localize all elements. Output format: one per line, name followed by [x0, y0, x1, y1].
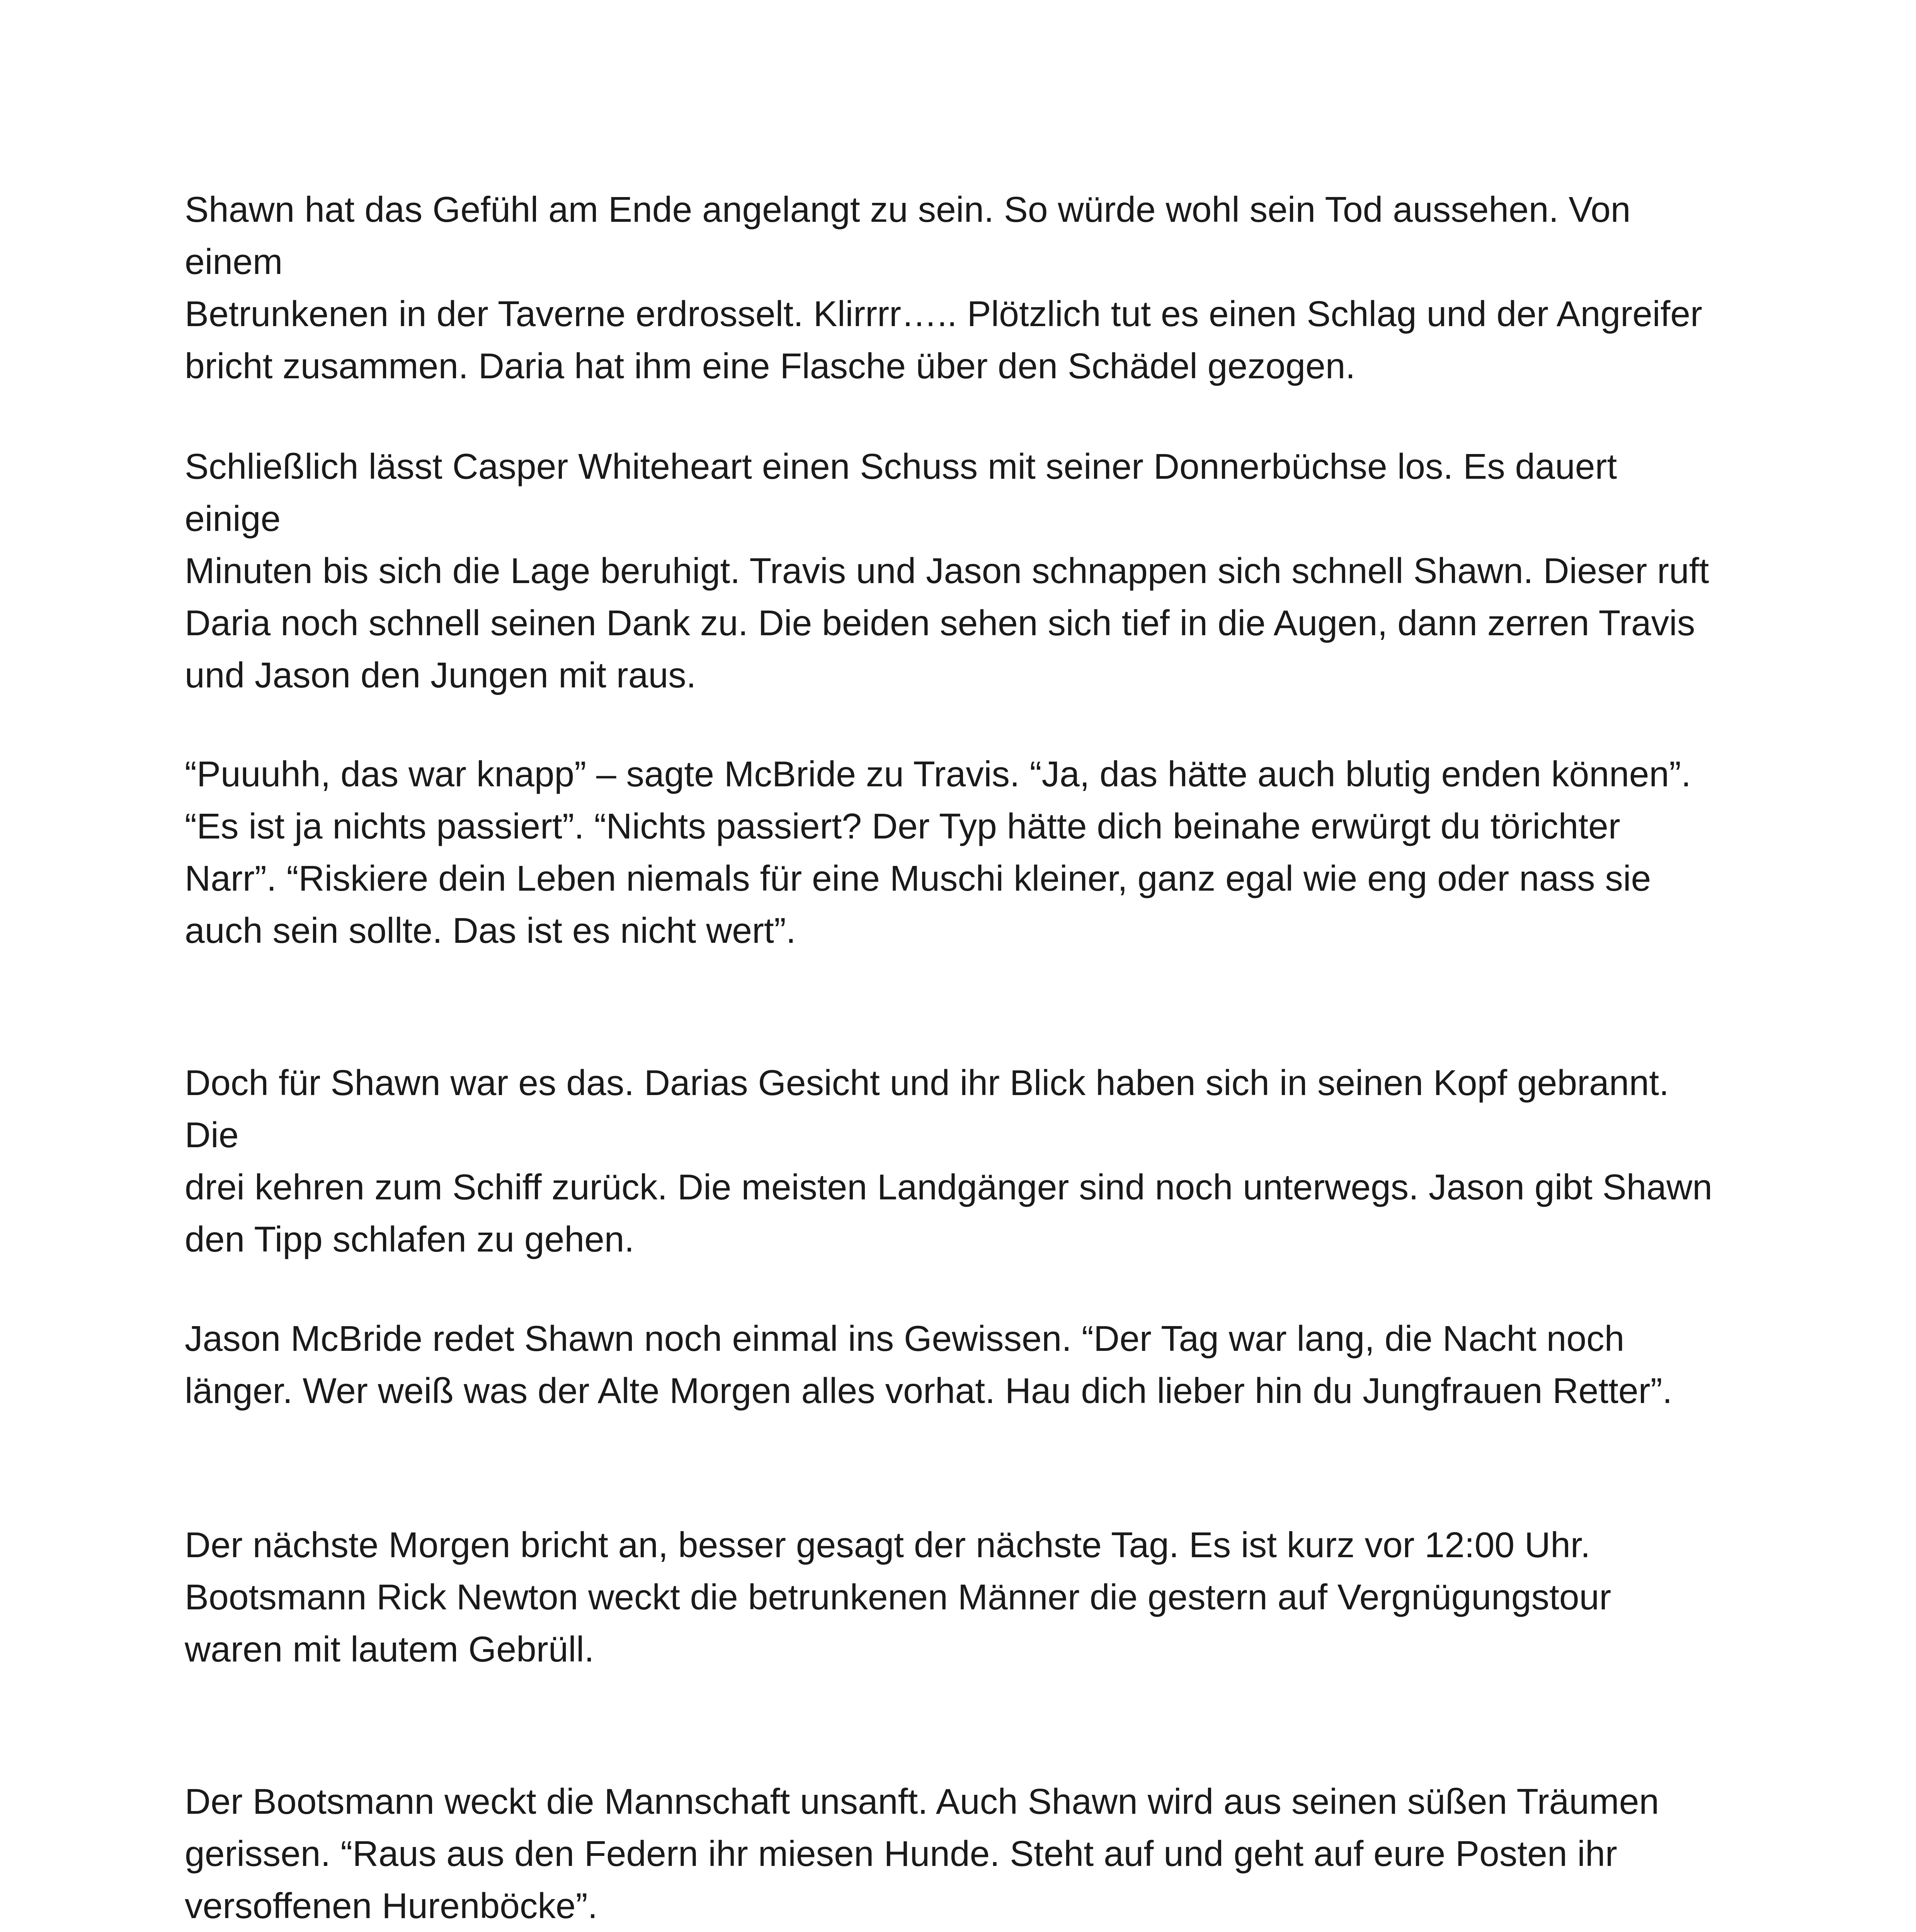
paragraph-5: Jason McBride redet Shawn noch einmal ins Gewissen. “Der Tag war lang, die Nacht noch länger. Wer weiß was der Alte Morgen alles vorhat. Hau dich lieber hin du Jungfrauen Retter”.	[185, 1318, 1673, 1411]
paragraph-6: Der nächste Morgen bricht an, besser gesagt der nächste Tag. Es ist kurz vor 12:00 Uhr. Bootsmann Rick Newton weckt die betrunkenen Männer die gestern auf Vergnügungstour waren mit lautem Gebrüll.	[185, 1525, 1611, 1669]
paragraph-4: Doch für Shawn war es das. Darias Gesicht und ihr Blick haben sich in seinen Kopf gebrannt. Die drei kehren zum Schiff zurück. Die meisten Landgänger sind noch unterwegs. Jason gibt Shawn den Tipp schlafen zu gehen.	[185, 1063, 1712, 1259]
paragraph-2: Schließlich lässt Casper Whiteheart einen Schuss mit seiner Donnerbüchse los. Es dauert einige Minuten bis sich die Lage beruhigt. Travis und Jason schnappen sich schnell Shawn. Dieser ruft Daria noch schnell seinen Dank zu. Die beiden sehen sich tief in die Augen, dann zerren Travis und Jason den Jungen mit raus.	[185, 446, 1709, 695]
paragraph-1: Shawn hat das Gefühl am Ende angelangt zu sein. So würde wohl sein Tod aussehen. Von einem Betrunkenen in der Taverne erdrosselt. Klirrrr….. Plötzlich tut es einen Schlag und der Angreifer bricht zusammen. Daria hat ihm eine Flasche über den Schädel gezogen.	[185, 189, 1702, 386]
paragraph-3: “Puuuhh, das war knapp” – sagte McBride zu Travis. “Ja, das hätte auch blutig enden können”. “Es ist ja nichts passiert”. “Nichts passiert? Der Typ hätte dich beinahe erwürgt du törichter Narr”. “Riskiere dein Leben niemals für eine Muschi kleiner, ganz egal wie eng oder nass sie auch sein sollte. Das ist es nicht wert”.	[185, 754, 1691, 951]
paragraph-7: Der Bootsmann weckt die Mannschaft unsanft. Auch Shawn wird aus seinen süßen Träumen gerissen. “Raus aus den Federn ihr miesen Hunde. Steht auf und geht auf eure Posten ihr versoffenen Hurenböcke”.	[185, 1781, 1659, 1926]
